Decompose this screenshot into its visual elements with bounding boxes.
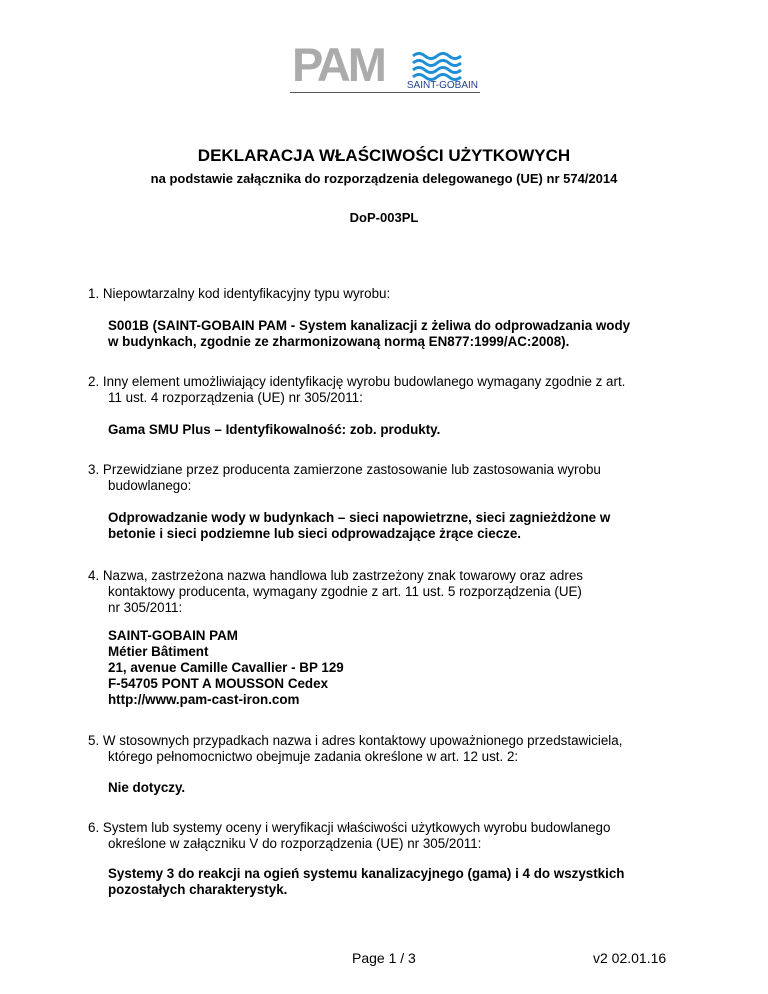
question-line: 2. Inny element umożliwiający identyfikację wyrobu budowlanego wymagany zgodnie z art. bbox=[88, 374, 626, 389]
question-line: 3. Przewidziane przez producenta zamierzone zastosowanie lub zastosowania wyrobu bbox=[88, 462, 601, 477]
answer-line: Odprowadzanie wody w budynkach – sieci napowietrzne, sieci zagnieżdżone w bbox=[108, 510, 611, 525]
section-6-answer bbox=[108, 866, 688, 898]
logo-divider bbox=[290, 92, 480, 93]
section-3-answer bbox=[108, 510, 688, 542]
waves-icon bbox=[411, 48, 465, 82]
question-line: którego pełnomocnictwo obejmuje zadania określone w art. 12 ust. 2: bbox=[108, 749, 519, 764]
answer-line: SAINT-GOBAIN PAM bbox=[108, 628, 238, 643]
question-line: 4. Nazwa, zastrzeżona nazwa handlowa lub zastrzeżony znak towarowy oraz adres bbox=[88, 568, 583, 583]
section-1-answer bbox=[108, 318, 688, 350]
answer-line: w budynkach, zgodnie ze zharmonizowaną normą EN877:1999/AC:2008). bbox=[108, 334, 570, 349]
question-line: nr 305/2011: bbox=[108, 600, 183, 615]
pam-logo bbox=[290, 38, 480, 100]
section-1-question bbox=[88, 286, 688, 302]
answer-line: S001B (SAINT-GOBAIN PAM - System kanalizacji z żeliwa do odprowadzania wody bbox=[108, 318, 631, 333]
document-title: DEKLARACJA WŁAŚCIWOŚCI UŻYTKOWYCH bbox=[197, 146, 571, 165]
question-line: 1. Niepowtarzalny kod identyfikacyjny typu wyrobu: bbox=[88, 286, 391, 301]
section-6-question bbox=[88, 820, 688, 852]
section-2-question bbox=[88, 374, 688, 406]
question-line: określone w załączniku V do rozporządzenia (UE) nr 305/2011: bbox=[108, 836, 482, 851]
section-3-question bbox=[88, 462, 688, 494]
section-5-answer bbox=[108, 780, 688, 796]
answer-line: betonie i sieci podziemne lub sieci odprowadzające żrące ciecze. bbox=[108, 526, 522, 541]
question-line: 11 ust. 4 rozporządzenia (UE) nr 305/2011: bbox=[108, 390, 363, 405]
logo-brand: PAM bbox=[292, 38, 384, 91]
logo-subtitle: SAINT-GOBAIN bbox=[406, 80, 478, 91]
answer-line: Systemy 3 do reakcji na ogień systemu kanalizacyjnego (gama) i 4 do wszystkich bbox=[108, 866, 625, 881]
question-line: budowlanego: bbox=[108, 478, 192, 493]
section-4-question bbox=[88, 568, 688, 616]
section-2-answer bbox=[108, 422, 688, 438]
answer-line: Métier Bâtiment bbox=[108, 644, 209, 659]
question-line: 5. W stosownych przypadkach nazwa i adres kontaktowy upoważnionego przedstawiciela, bbox=[88, 733, 623, 748]
section-5-question bbox=[88, 733, 688, 765]
section-4-answer bbox=[108, 628, 688, 708]
answer-line: 21, avenue Camille Cavallier - BP 129 bbox=[108, 660, 344, 675]
answer-line: F-54705 PONT A MOUSSON Cedex bbox=[108, 676, 329, 691]
question-line: kontaktowy producenta, wymagany zgodnie z art. 11 ust. 5 rozporządzenia (UE) bbox=[108, 584, 582, 599]
answer-line: pozostałych charakterystyk. bbox=[108, 882, 288, 897]
page-number: Page 1 / 3 bbox=[352, 950, 416, 966]
answer-line: Nie dotyczy. bbox=[108, 780, 186, 795]
document-id: DoP-003PL bbox=[349, 210, 419, 225]
question-line: 6. System lub systemy oceny i weryfikacji właściwości użytkowych wyrobu budowlanego bbox=[88, 820, 611, 835]
document-version: v2 02.01.16 bbox=[593, 950, 667, 966]
answer-line: Gama SMU Plus – Identyfikowalność: zob. produkty. bbox=[108, 422, 441, 437]
answer-line: http://www.pam-cast-iron.com bbox=[108, 692, 300, 707]
document-subtitle: na podstawie załącznika do rozporządzenia delegowanego (UE) nr 574/2014 bbox=[150, 171, 618, 186]
